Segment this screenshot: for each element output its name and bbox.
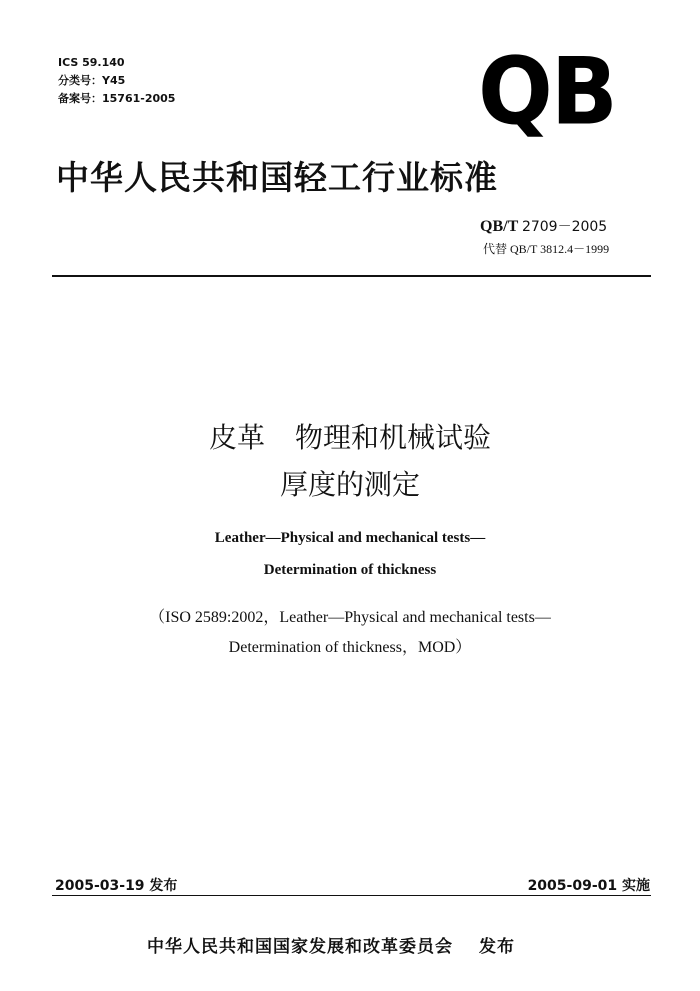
issue-date: 2005-03-19 发布 [55,878,178,894]
standard-number: 2709－2005 [521,219,608,235]
standard-prefix: QB/T [480,218,518,235]
standard-code [480,216,607,236]
issuer-name: 中华人民共和国国家发展和改革委员会 [147,937,453,957]
title-english-line1: Leather—Physical and mechanical tests— [214,530,486,546]
title-chinese-category: 物理和机械试验 [295,421,492,454]
issuer-action: 发布 [479,937,515,957]
title-chinese-line2: 厚度的测定 [279,468,420,501]
title-english-line2: Determination of thickness [263,562,437,578]
organization-title: 中华人民共和国轻工行业标准 [56,158,498,197]
iso-reference-line2: Determination of thickness，MOD） [228,639,472,656]
classification-number: 分类号：Y45 [58,74,126,87]
replaces-standard: 代替 QB/T 3812.4－1999 [483,242,610,256]
iso-reference-line1: （ISO 2589:2002，Leather—Physical and mechanical tests— [149,609,551,626]
title-chinese-subject: 皮革 [208,421,265,454]
implementation-date: 2005-09-01 实施 [527,878,650,894]
header-divider [52,275,651,277]
issuing-authority [147,932,515,957]
footer-divider [52,895,651,896]
title-chinese-line1 [0,416,700,456]
record-number: 备案号：15761-2005 [58,92,176,105]
document-metadata [58,54,175,108]
qb-logo: QB [478,37,616,146]
ics-code: ICS 59.140 [58,56,125,69]
